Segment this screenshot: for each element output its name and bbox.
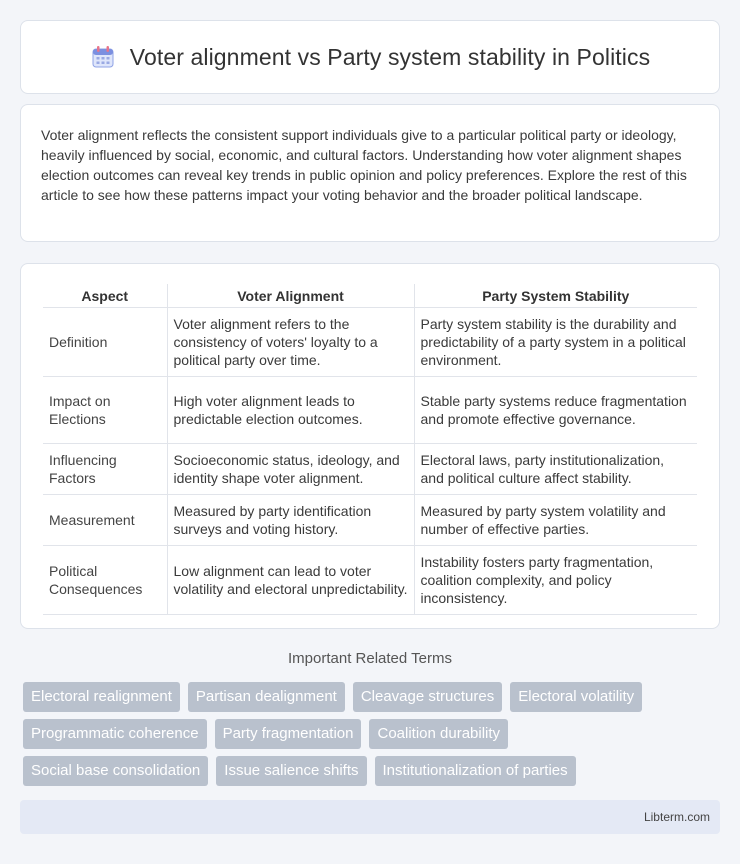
row-voter-alignment: Low alignment can lead to voter volatility and electoral unpredictability.	[167, 546, 414, 615]
tag[interactable]: Programmatic coherence	[23, 719, 207, 749]
tag-row	[23, 682, 723, 712]
tag[interactable]: Electoral realignment	[23, 682, 180, 712]
table-header-row	[43, 284, 697, 308]
comparison-table	[43, 284, 697, 615]
tag-row	[23, 756, 723, 786]
row-party-stability: Measured by party system volatility and number of effective parties.	[414, 495, 697, 546]
row-voter-alignment: High voter alignment leads to predictable election outcomes.	[167, 377, 414, 444]
tag[interactable]: Party fragmentation	[215, 719, 362, 749]
row-voter-alignment: Measured by party identification surveys and voting history.	[167, 495, 414, 546]
intro-text: Voter alignment reflects the consistent support individuals give to a particular political party or ideology, heavily influenced by social, economic, and cultural factors. Understanding how voter alignment shapes election outcomes can reveal key trends in public opinion and policy preferences. Explore the rest of this article to see how these patterns impact your voting behavior and the broader political landscape.	[41, 127, 687, 203]
page-title: Voter alignment vs Party system stability in Politics	[129, 43, 651, 70]
row-aspect: Impact on Elections	[43, 377, 167, 444]
title-card	[20, 20, 720, 94]
table-row	[43, 546, 697, 615]
comparison-table-card	[20, 263, 720, 629]
table-row	[43, 495, 697, 546]
header-party-system-stability: Party System Stability	[414, 284, 697, 308]
tag[interactable]: Institutionalization of parties	[375, 756, 576, 786]
tag[interactable]: Partisan dealignment	[188, 682, 345, 712]
row-aspect: Definition	[43, 308, 167, 377]
related-terms-title: Important Related Terms	[288, 650, 452, 667]
footer	[20, 800, 720, 834]
tag[interactable]: Electoral volatility	[510, 682, 642, 712]
intro-card	[20, 104, 720, 242]
row-voter-alignment: Voter alignment refers to the consistency of voters' loyalty to a political party over time.	[167, 308, 414, 377]
row-party-stability: Party system stability is the durability and predictability of a party system in a political environment.	[414, 308, 697, 377]
header-aspect: Aspect	[43, 284, 167, 308]
table-row	[43, 377, 697, 444]
row-aspect: Influencing Factors	[43, 444, 167, 495]
table-row	[43, 308, 697, 377]
row-voter-alignment: Socioeconomic status, ideology, and identity shape voter alignment.	[167, 444, 414, 495]
calendar-icon	[90, 44, 116, 70]
footer-site-link[interactable]: Libterm.com	[643, 810, 710, 824]
tag[interactable]: Issue salience shifts	[216, 756, 366, 786]
row-aspect: Political Consequences	[43, 546, 167, 615]
table-row	[43, 444, 697, 495]
header-voter-alignment: Voter Alignment	[167, 284, 414, 308]
row-aspect: Measurement	[43, 495, 167, 546]
related-terms-section	[0, 650, 740, 667]
related-tags	[23, 682, 723, 793]
tag[interactable]: Coalition durability	[369, 719, 508, 749]
tag-row	[23, 719, 723, 749]
row-party-stability: Stable party systems reduce fragmentation and promote effective governance.	[414, 377, 697, 444]
tag[interactable]: Cleavage structures	[353, 682, 502, 712]
row-party-stability: Instability fosters party fragmentation, coalition complexity, and policy inconsistency.	[414, 546, 697, 615]
row-party-stability: Electoral laws, party institutionalization, and political culture affect stability.	[414, 444, 697, 495]
tag[interactable]: Social base consolidation	[23, 756, 208, 786]
